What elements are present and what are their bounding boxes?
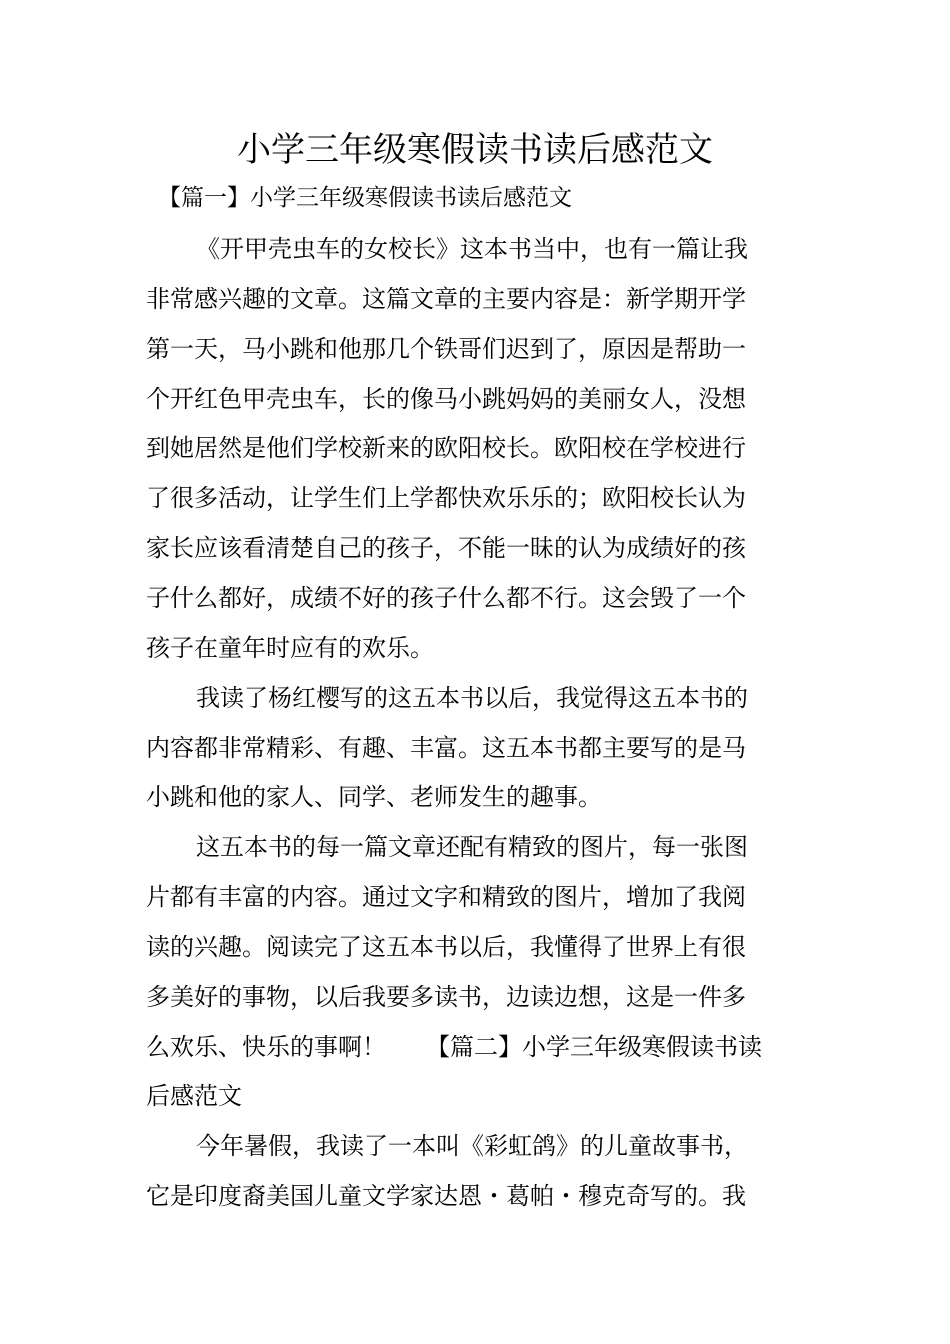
- section-2-heading-start: 【篇二】小学三年级寒假读书读: [426, 1033, 762, 1061]
- body-line: 第一天，马小跳和他那几个铁哥们迟到了，原因是帮助一: [146, 335, 746, 363]
- body-line: 个开红色甲壳虫车，长的像马小跳妈妈的美丽女人，没想: [146, 385, 746, 413]
- body-line: 我读了杨红樱写的这五本书以后，我觉得这五本书的: [196, 684, 748, 712]
- body-line: 非常感兴趣的文章。这篇文章的主要内容是：新学期开学: [146, 285, 746, 313]
- body-line: 读的兴趣。阅读完了这五本书以后，我懂得了世界上有很: [146, 933, 746, 961]
- body-line: 今年暑假，我读了一本叫《彩虹鸽》的儿童故事书，: [196, 1132, 748, 1160]
- body-line: 它是印度裔美国儿童文学家达恩・葛帕・穆克奇写的。我: [146, 1182, 746, 1210]
- body-line: 小跳和他的家人、同学、老师发生的趣事。: [146, 783, 602, 811]
- body-line: 内容都非常精彩、有趣、丰富。这五本书都主要写的是马: [146, 734, 746, 762]
- body-line: 这五本书的每一篇文章还配有精致的图片，每一张图: [196, 833, 748, 861]
- section-1-heading: 【篇一】小学三年级寒假读书读后感范文: [158, 185, 572, 211]
- body-line: 到她居然是他们学校新来的欧阳校长。欧阳校在学校进行: [146, 434, 746, 462]
- section-2-heading-end: 后感范文: [146, 1082, 242, 1110]
- body-line: 多美好的事物，以后我要多读书，边读边想，这是一件多: [146, 983, 746, 1011]
- body-line: 《开甲壳虫车的女校长》这本书当中，也有一篇让我: [196, 235, 748, 263]
- body-line: 片都有丰富的内容。通过文字和精致的图片，增加了我阅: [146, 883, 746, 911]
- body-line: 孩子在童年时应有的欢乐。: [146, 634, 434, 662]
- body-line-with-heading: [146, 1029, 816, 1065]
- document-title: 小学三年级寒假读书读后感范文: [237, 130, 713, 170]
- body-line: 子什么都好，成绩不好的孩子什么都不行。这会毁了一个: [146, 584, 746, 612]
- body-line-end: 么欢乐、快乐的事啊！: [146, 1033, 386, 1061]
- body-line: 家长应该看清楚自己的孩子，不能一昧的认为成绩好的孩: [146, 534, 746, 562]
- body-line: 了很多活动，让学生们上学都快欢乐乐的；欧阳校长认为: [146, 484, 746, 512]
